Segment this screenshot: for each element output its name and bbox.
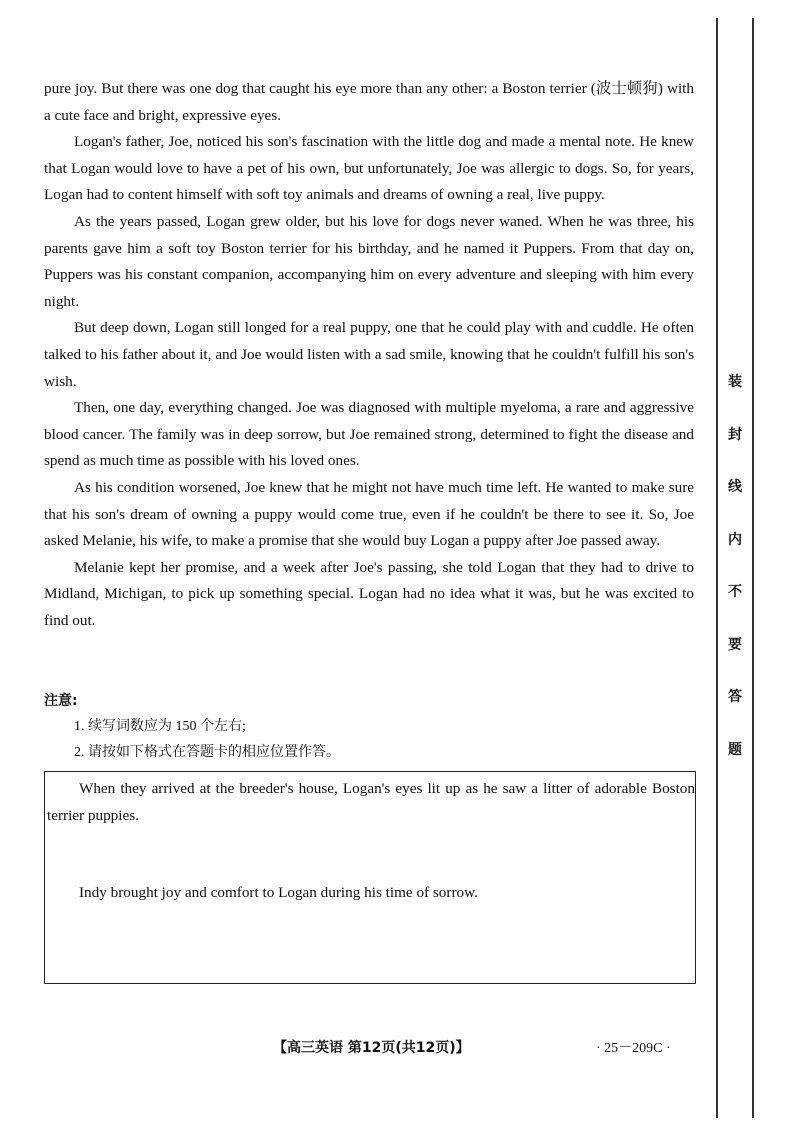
binding-line-right [752,18,754,1118]
binding-char: 答 [728,689,742,705]
binding-char: 题 [728,741,742,758]
footer-page-info: 【高三英语 第12页(共12页)】 [273,1040,470,1056]
binding-char: 不 [728,584,742,600]
page-footer [0,1037,800,1067]
binding-line-left [716,18,718,1118]
answer-box-second-paragraph-line: Indy brought joy and comfort to Logan during his time of sorrow. [79,884,478,901]
binding-notice [722,372,748,792]
passage-paragraph-3: As the years passed, Logan grew older, but his love for dogs never waned. When he was three, his parents gave him a soft toy Boston terrier for his birthday, and he named it Puppers. From that day on, Puppers was his constant companion, accompanying him on every adventure and sleeping with him every night. [44,212,694,310]
notes-item-word-count: 1. 续写词数应为 150 个左右; [74,719,246,734]
footer-exam-code: · 25－209C · [596,1041,671,1056]
notes-section [44,688,694,766]
passage [44,76,694,634]
passage-paragraph-2: Logan's father, Joe, noticed his son's fascination with the little dog and made a mental note. He knew that Logan would love to have a pet of his own, but unfortunately, Joe was allergic to dogs. So, for years, Logan had to content himself with soft toy animals and dreams of owning a real, live puppy. [44,133,694,204]
passage-paragraph-7: Melanie kept her promise, and a week after Joe's passing, she told Logan that they had to drive to Midland, Michigan, to pick up something special. Logan had no idea what it was, but he was excited to find out. [44,558,694,629]
binding-char: 封 [728,426,742,443]
passage-paragraph-6: As his condition worsened, Joe knew that he might not have much time left. He wanted to make sure that his son's dream of owning a puppy would come true, even if he couldn't be there to see it. So, Joe asked Melanie, his wife, to make a promise that she would buy Logan a puppy after Joe passed away. [44,478,694,550]
passage-paragraph-1: pure joy. But there was one dog that caught his eye more than any other: a Boston terrier (波士顿狗) with a cute face and bright, expressive eyes. [44,80,694,124]
binding-char: 内 [728,531,742,548]
notes-item-format: 2. 请按如下格式在答题卡的相应位置作答。 [74,745,340,760]
answer-box-opening-line: When they arrived at the breeder's house, Logan's eyes lit up as he saw a litter of adorable Boston terrier puppies. [47,780,695,824]
answer-box[interactable] [44,771,696,984]
passage-paragraph-5: Then, one day, everything changed. Joe was diagnosed with multiple myeloma, a rare and aggressive blood cancer. The family was in deep sorrow, but Joe remained strong, determined to fight the disease and spend as much time as possible with his loved ones. [44,399,694,470]
binding-char: 装 [728,374,742,390]
notes-title: 注意: [44,693,78,709]
passage-paragraph-4: But deep down, Logan still longed for a real puppy, one that he could play with and cuddle. He often talked to his father about it, and Joe would listen with a sad smile, knowing that he couldn't fulfill his son's wish. [44,319,694,390]
binding-char: 要 [728,636,742,653]
binding-char: 线 [728,479,742,495]
